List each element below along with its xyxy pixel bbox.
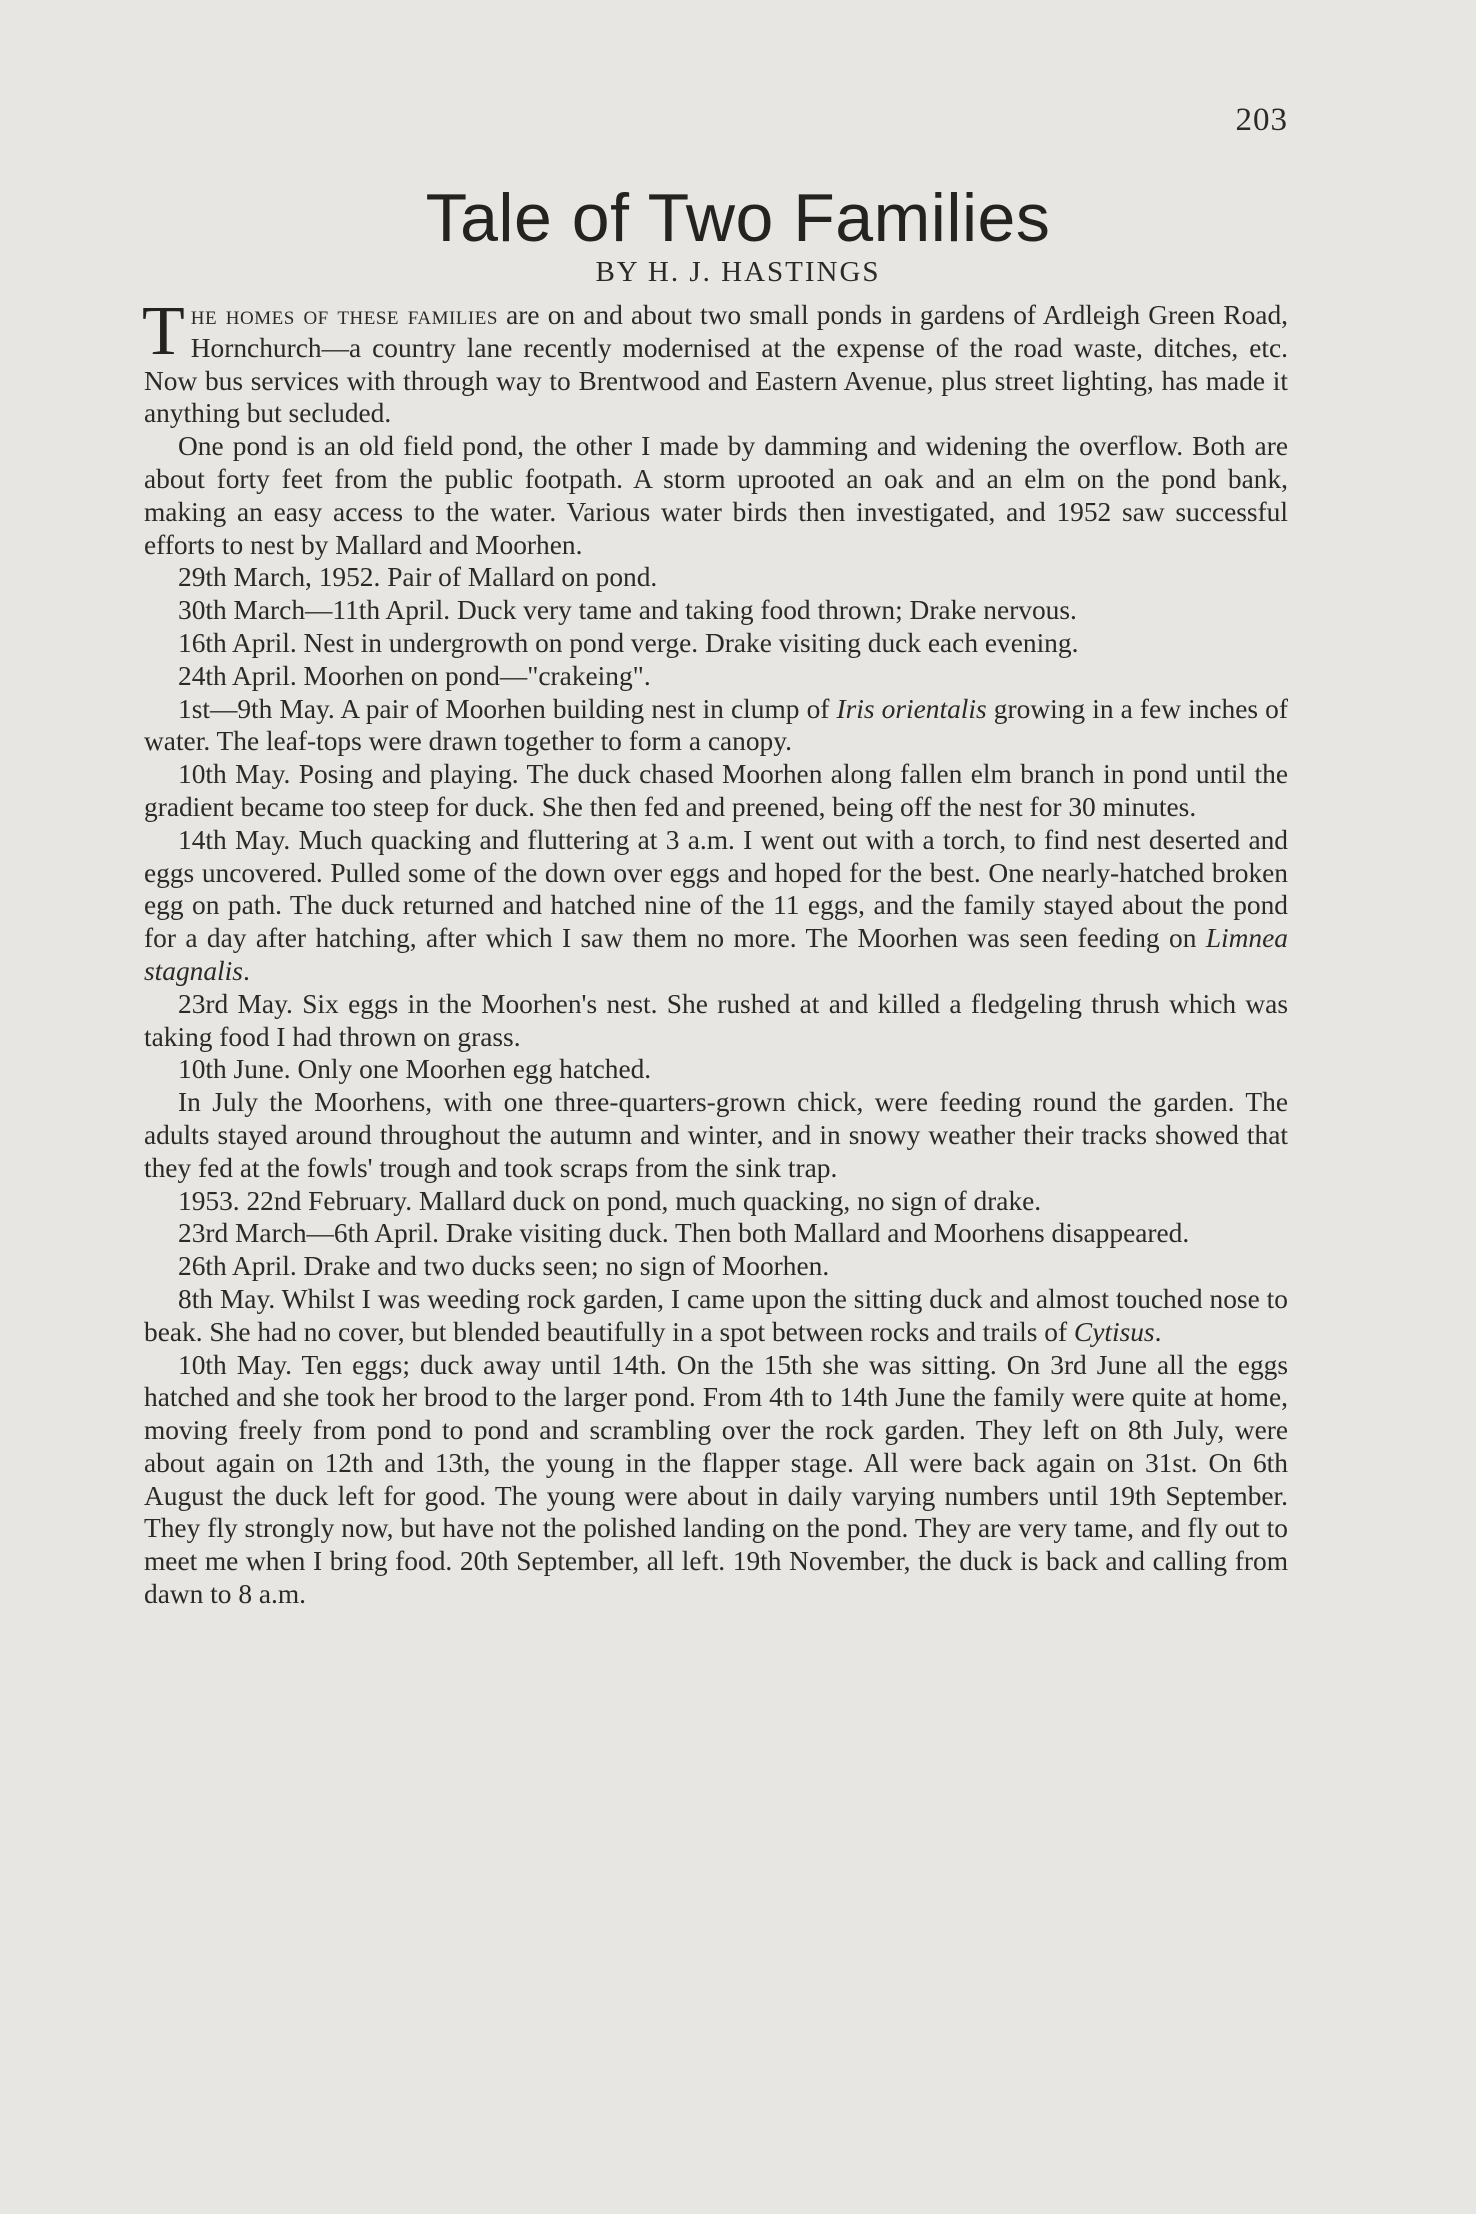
drop-cap: T: [142, 293, 185, 370]
entry-10-june: 10th June. Only one Moorhen egg hatched.: [178, 1054, 652, 1085]
paragraph-ponds: One pond is an old field pond, the other I made by damming and widening the overflow. Both are about forty feet from the public footpath. A storm uprooted an oak and an elm on the pond bank, making an easy access to the water. Various water birds then investigated, and 1952 saw successful efforts to nest by Mallard and Moorhen.: [144, 431, 1288, 560]
entry-text: 8th May. Whilst I was weeding rock garden, I came upon the sitting duck and almost touched nose to beak. She had no cover, but blended beautifully in a spot between rocks and trails of: [144, 1283, 1288, 1347]
entry-1-9-may: [144, 693, 1288, 759]
entry-26-april: 26th April. Drake and two ducks seen; no sign of Moorhen.: [178, 1251, 830, 1282]
paragraph-intro: [142, 293, 1288, 430]
entry-text: .: [1154, 1316, 1162, 1347]
paragraph-july: In July the Moorhens, with one three-quarters-grown chick, were feeding round the garden. The adults stayed around throughout the autumn and winter, and in snowy weather their tracks showed that they fed at the fowls' trough and took scraps from the sink trap.: [144, 1087, 1288, 1183]
species-name: Cytisus: [1073, 1316, 1155, 1347]
entry-29-march-1952: 29th March, 1952. Pair of Mallard on pond.: [178, 562, 658, 593]
species-name: Iris orientalis: [836, 693, 987, 724]
entry-8-may: [144, 1283, 1288, 1349]
entry-10-may: 10th May. Posing and playing. The duck chased Moorhen along fallen elm branch in pond until the gradient became too steep for duck. She then fed and preened, being off the nest for 30 minutes.: [144, 759, 1288, 822]
species-name: Limnea stagnalis: [144, 923, 1288, 986]
entry-24-april: 24th April. Moorhen on pond—"crakeing".: [178, 660, 651, 691]
intro-text: are on and about two small ponds in gardens of Ardleigh Green Road, Hornchurch—a country lane recently modernised at the expense of the road waste, ditches, etc. Now bus services with through way to Brentwood and Eastern Avenue, plus street lighting, has made it anything but secluded.: [144, 300, 1288, 429]
entry-30-march: 30th March—11th April. Duck very tame and taking food thrown; Drake nervous.: [178, 595, 1077, 626]
entry-text: .: [242, 955, 250, 986]
entry-23-may: 23rd May. Six eggs in the Moorhen's nest. She rushed at and killed a fledgeling thrush which was taking food I had thrown on grass.: [144, 988, 1288, 1052]
page-number: 203: [1235, 102, 1288, 138]
entry-16-april: 16th April. Nest in undergrowth on pond verge. Drake visiting duck each evening.: [178, 627, 1079, 658]
article-title: Tale of Two Families: [425, 180, 1051, 256]
entry-text: 14th May. Much quacking and fluttering at 3 a.m. I went out with a torch, to find nest deserted and eggs uncovered. Pulled some of the down over eggs and hoped for the best. One nearly-hatched broken egg on path. The duck returned and hatched nine of the 11 eggs, and the family stayed about the pond for a day after hatching, after which I saw them no more. The Moorhen was seen feeding on: [144, 824, 1288, 954]
entry-22-feb-1953: 1953. 22nd February. Mallard duck on pond, much quacking, no sign of drake.: [178, 1185, 1042, 1216]
intro-smallcaps: he homes of these families: [190, 300, 498, 330]
entry-23-march: 23rd March—6th April. Drake visiting duck. Then both Mallard and Moorhens disappeared.: [178, 1218, 1190, 1249]
entry-text: growing in a few inches of water. The leaf-tops were drawn together to form a canopy.: [144, 693, 1288, 757]
entry-14-may: [144, 824, 1288, 988]
article-body: [142, 293, 1288, 1611]
entry-10-may-1953: 10th May. Ten eggs; duck away until 14th. On the 15th she was sitting. On 3rd June all the eggs hatched and she took her brood to the larger pond. From 4th to 14th June the family were quite at home, moving freely from pond to pond and scrambling over the rock garden. They left on 8th July, were about again on 12th and 13th, the young in the flapper stage. All were back again on 31st. On 6th August the duck left for good. The young were about in daily varying numbers until 19th September. They fly strongly now, but have not the polished landing on the pond. They are very tame, and fly out to meet me when I bring food. 20th September, all left. 19th November, the duck is back and calling from dawn to 8 a.m.: [144, 1349, 1288, 1610]
entry-text: 1st—9th May. A pair of Moorhen building nest in clump of: [178, 693, 837, 724]
article-byline: BY H. J. HASTINGS: [595, 256, 881, 288]
